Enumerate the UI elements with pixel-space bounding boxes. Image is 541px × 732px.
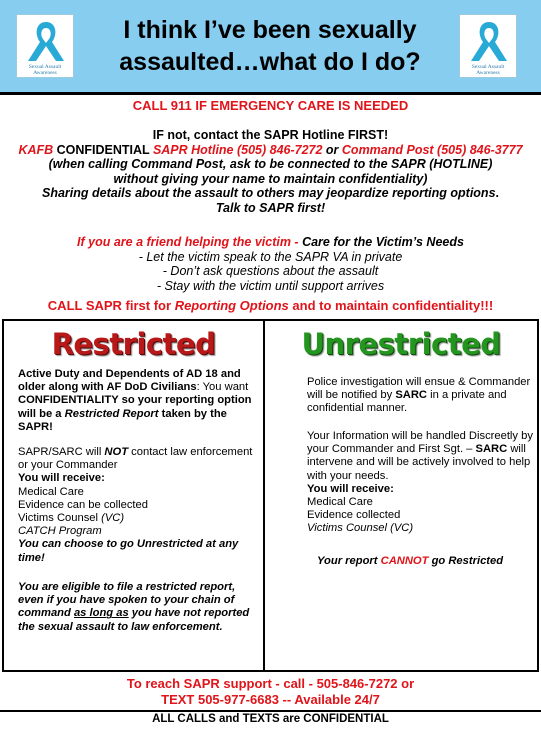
anonymity-note: without giving your name to maintain confidentiality) — [113, 171, 428, 186]
command-post-note: (when calling Command Post, ask to be connected to the SAPR (HOTLINE) — [48, 157, 493, 171]
list-item: Victims Counsel (VC) — [18, 512, 125, 525]
awareness-ribbon-icon — [464, 18, 514, 64]
header-banner — [0, 0, 541, 95]
friend-guidance — [0, 235, 541, 293]
restricted-details: SAPR/SARC will NOT contact law enforcement or your Commander You will receive: Medical Care Evidence can be collected Victims Counsel (VC) CATCH Program You can choose to go Unrestricted at any time! — [18, 446, 258, 565]
footer-contact — [0, 672, 541, 732]
confidentiality-notice: ALL CALLS and TEXTS are CONFIDENTIAL — [152, 713, 389, 725]
list-item: Medical Care — [18, 485, 84, 498]
friend-tip: - Don’t ask questions about the assault — [162, 264, 379, 278]
list-item: Victims Counsel (VC) — [307, 522, 414, 535]
hotline-numbers-line: KAFB CONFIDENTIAL SAPR Hotline (505) 846-7272 or Command Post (505) 846-3777 — [18, 142, 523, 157]
friend-heading: If you are a friend helping the victim - Care for the Victim’s Needs — [77, 235, 464, 249]
unrestricted-heading: Unrestricted — [301, 327, 501, 361]
page-title: I think I’ve been sexually assaulted…what do I do? — [119, 16, 421, 76]
command-post-number[interactable]: Command Post (505) 846-3777 — [341, 142, 523, 157]
restricted-intro: Active Duty and Dependents of AD 18 and older along with AF DoD Civilians: You want CONFIDENTIALITY so your reporting option will be a Restricted Report taken by the SAPR! — [18, 368, 252, 433]
unrestricted-column — [265, 321, 537, 670]
list-item: Evidence collected — [307, 509, 401, 522]
restricted-heading: Restricted — [51, 327, 216, 361]
friend-tip: - Stay with the victim until support arrives — [156, 278, 385, 293]
hotline-instructions — [0, 128, 541, 215]
sharing-warning: Sharing details about the assault to others may jeopardize reporting options. — [41, 186, 500, 200]
awareness-ribbon-icon — [21, 18, 71, 64]
logo-caption: Sexual Assault Awareness — [28, 64, 62, 76]
reach-sapr — [0, 676, 541, 708]
contact-first-line: IF not, contact the SAPR Hotline FIRST! — [152, 128, 389, 142]
sapr-hotline-number[interactable]: SAPR Hotline (505) 846-7272 — [152, 142, 323, 157]
eligibility-note: You are eligible to file a restricted report, even if you have spoken to your chain of command as long as you have not reported the sexual assault to law enforcement. — [18, 581, 250, 633]
unrestricted-investigation: Police investigation will ensue & Commander will be notified by SARC in a private and confidential manner. — [307, 376, 531, 415]
logo-caption: Sexual Assault Awareness — [471, 64, 505, 76]
instructions-section — [0, 95, 541, 319]
text-number-line[interactable]: TEXT 505-977-6683 -- Available 24/7 — [161, 692, 380, 707]
friend-tip: - Let the victim speak to the SAPR VA in private — [138, 249, 403, 264]
receive-label: You will receive: — [18, 472, 105, 485]
awareness-logo-left — [16, 14, 74, 78]
list-item: Medical Care — [307, 496, 373, 509]
emergency-notice: CALL 911 IF EMERGENCY CARE IS NEEDED — [132, 98, 409, 113]
choose-unrestricted-note: You can choose to go Unrestricted at any time! — [18, 538, 239, 564]
unrestricted-details: Your Information will be handled Discreetly by your Commander and First Sgt. – SARC will intervene and will be actively involved to help with your needs. You will receive: Medical Care Evidence collected Victims Counsel (VC) — [307, 430, 533, 535]
call-number-line[interactable]: To reach SAPR support - call - 505-846-7272 or — [126, 676, 415, 691]
talk-first-note: Talk to SAPR first! — [215, 200, 326, 215]
list-item: CATCH Program — [18, 525, 102, 538]
reporting-options-table — [2, 319, 539, 672]
call-sapr-first: CALL SAPR first for Reporting Options and to maintain confidentiality!!! — [47, 298, 494, 313]
restricted-column — [4, 321, 263, 670]
list-item: Evidence can be collected — [18, 498, 148, 511]
cannot-restrict-note: Your report CANNOT go Restricted — [317, 555, 504, 567]
awareness-logo-right — [459, 14, 517, 78]
receive-label: You will receive: — [307, 482, 394, 495]
